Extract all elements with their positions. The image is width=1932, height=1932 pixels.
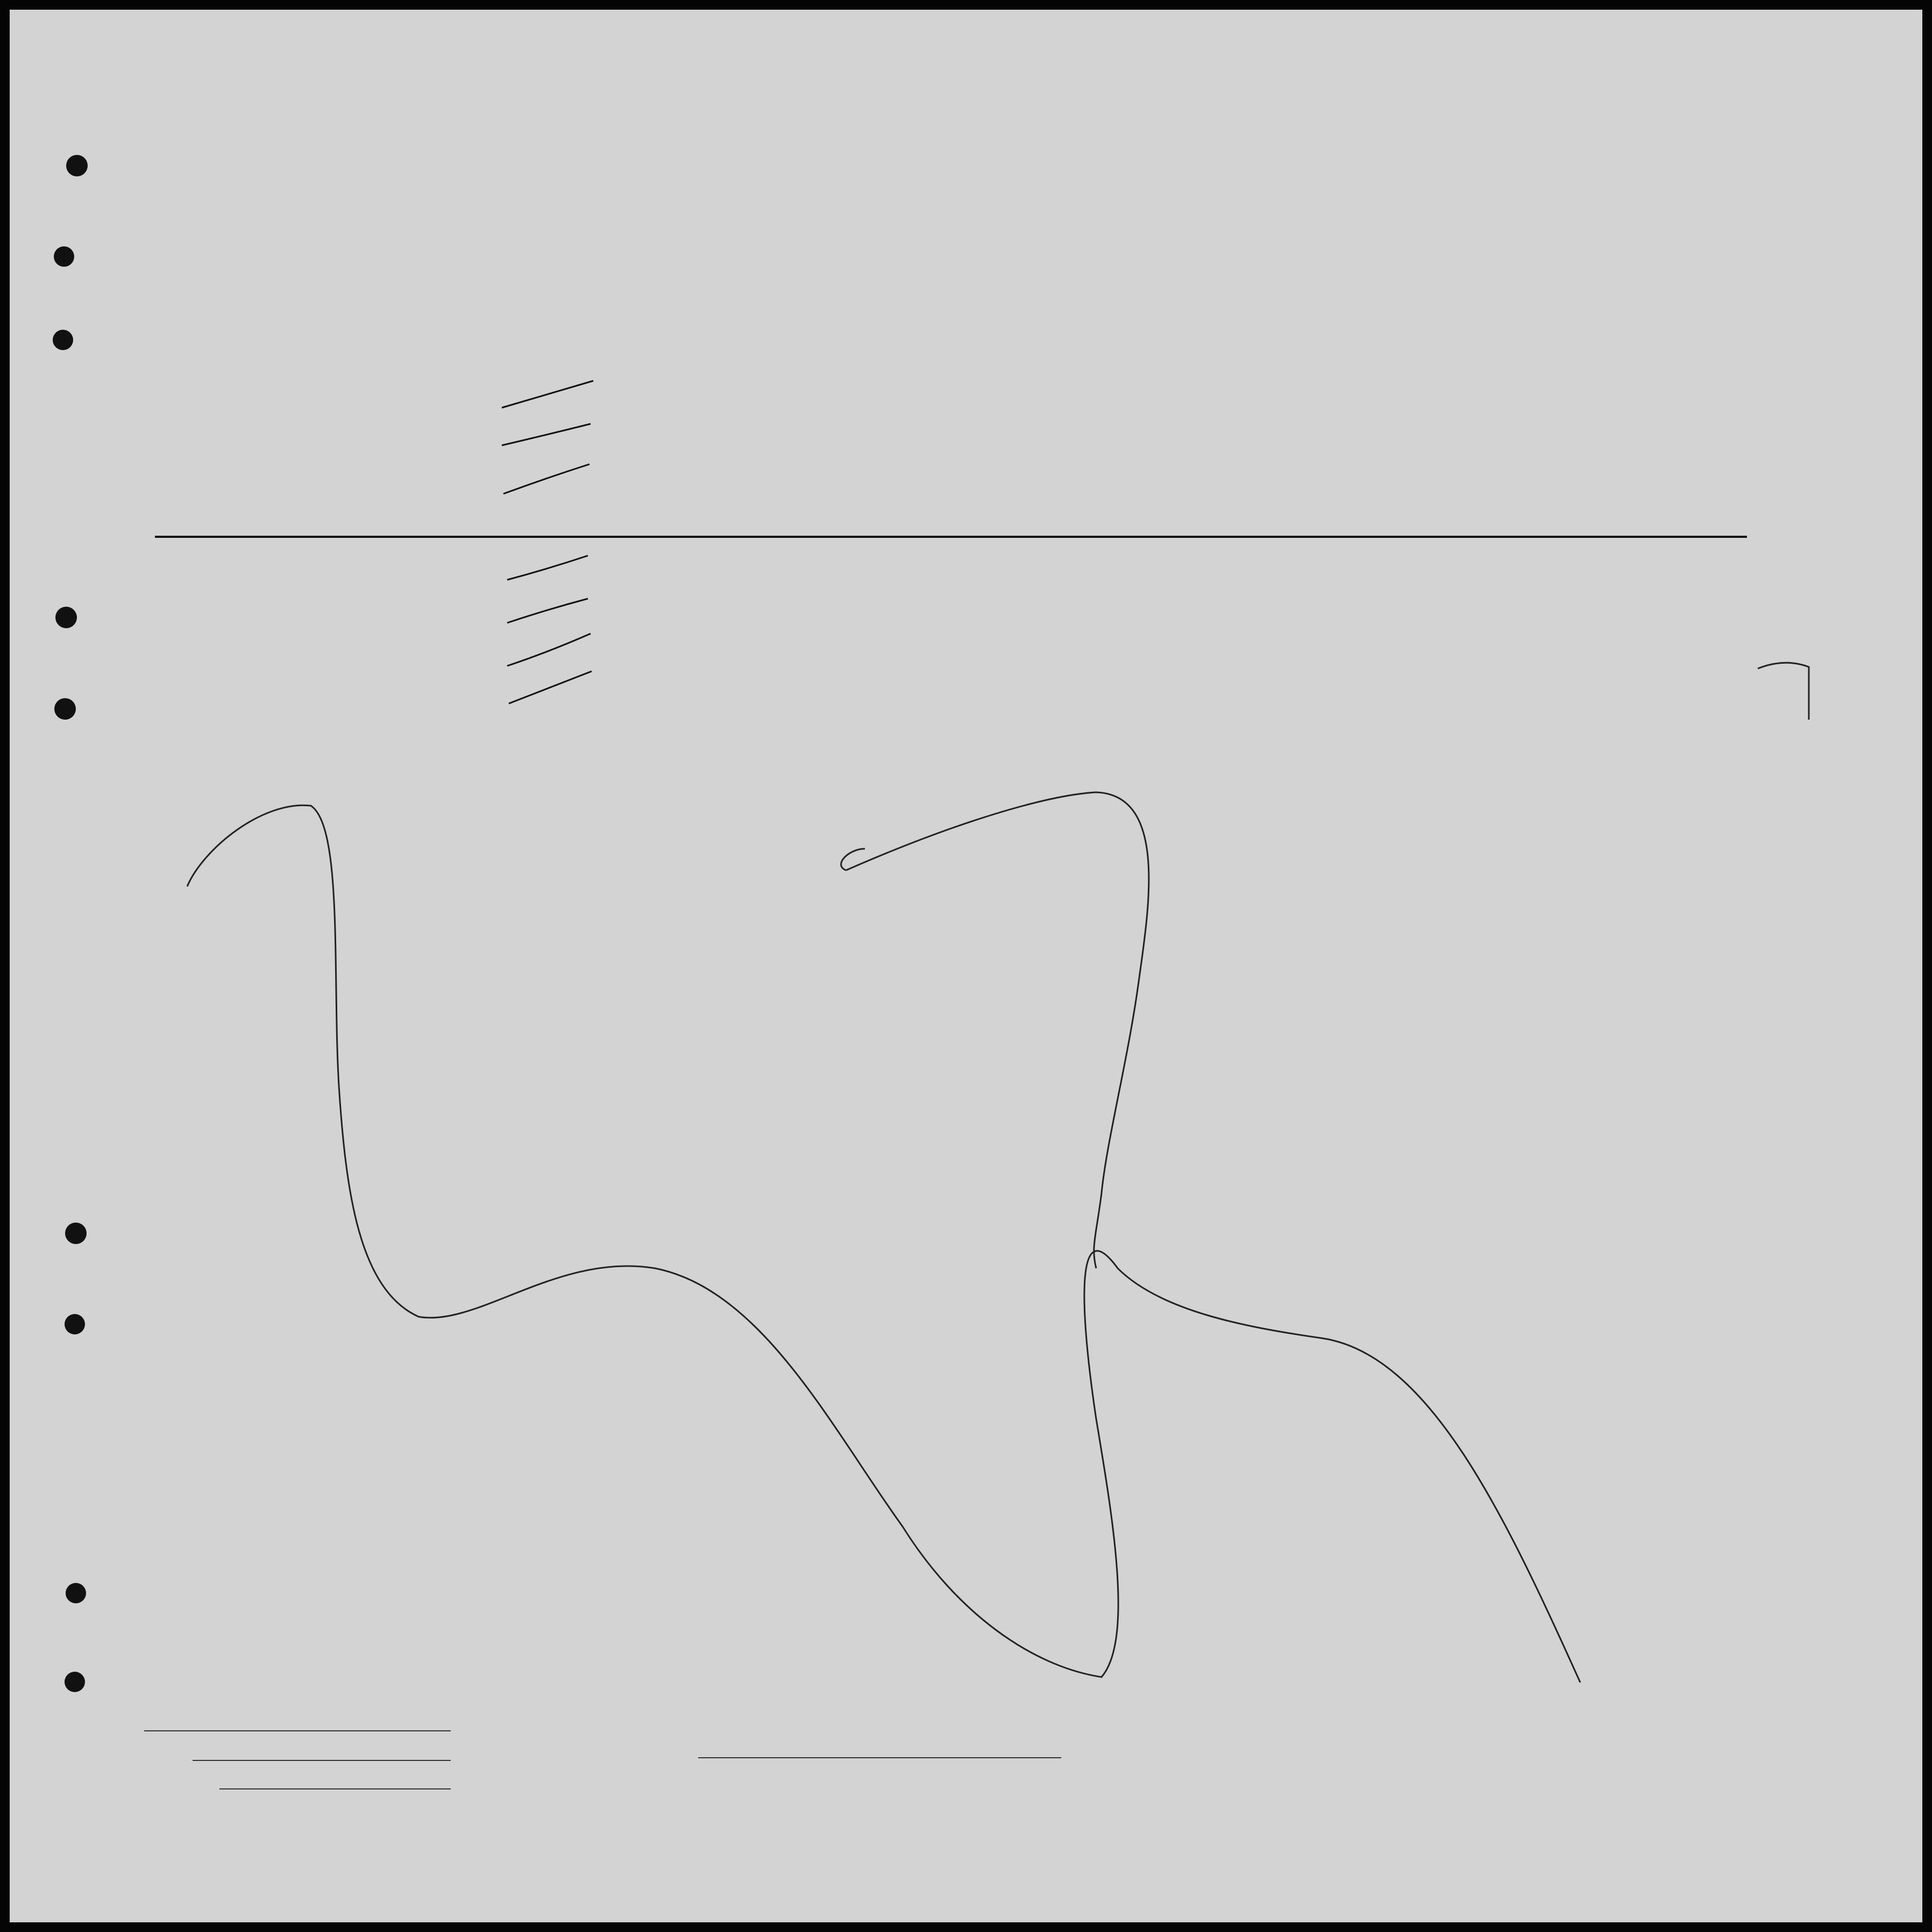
- footer-rules: [10, 10, 1922, 1922]
- manifest-sheet: [10, 10, 1922, 1922]
